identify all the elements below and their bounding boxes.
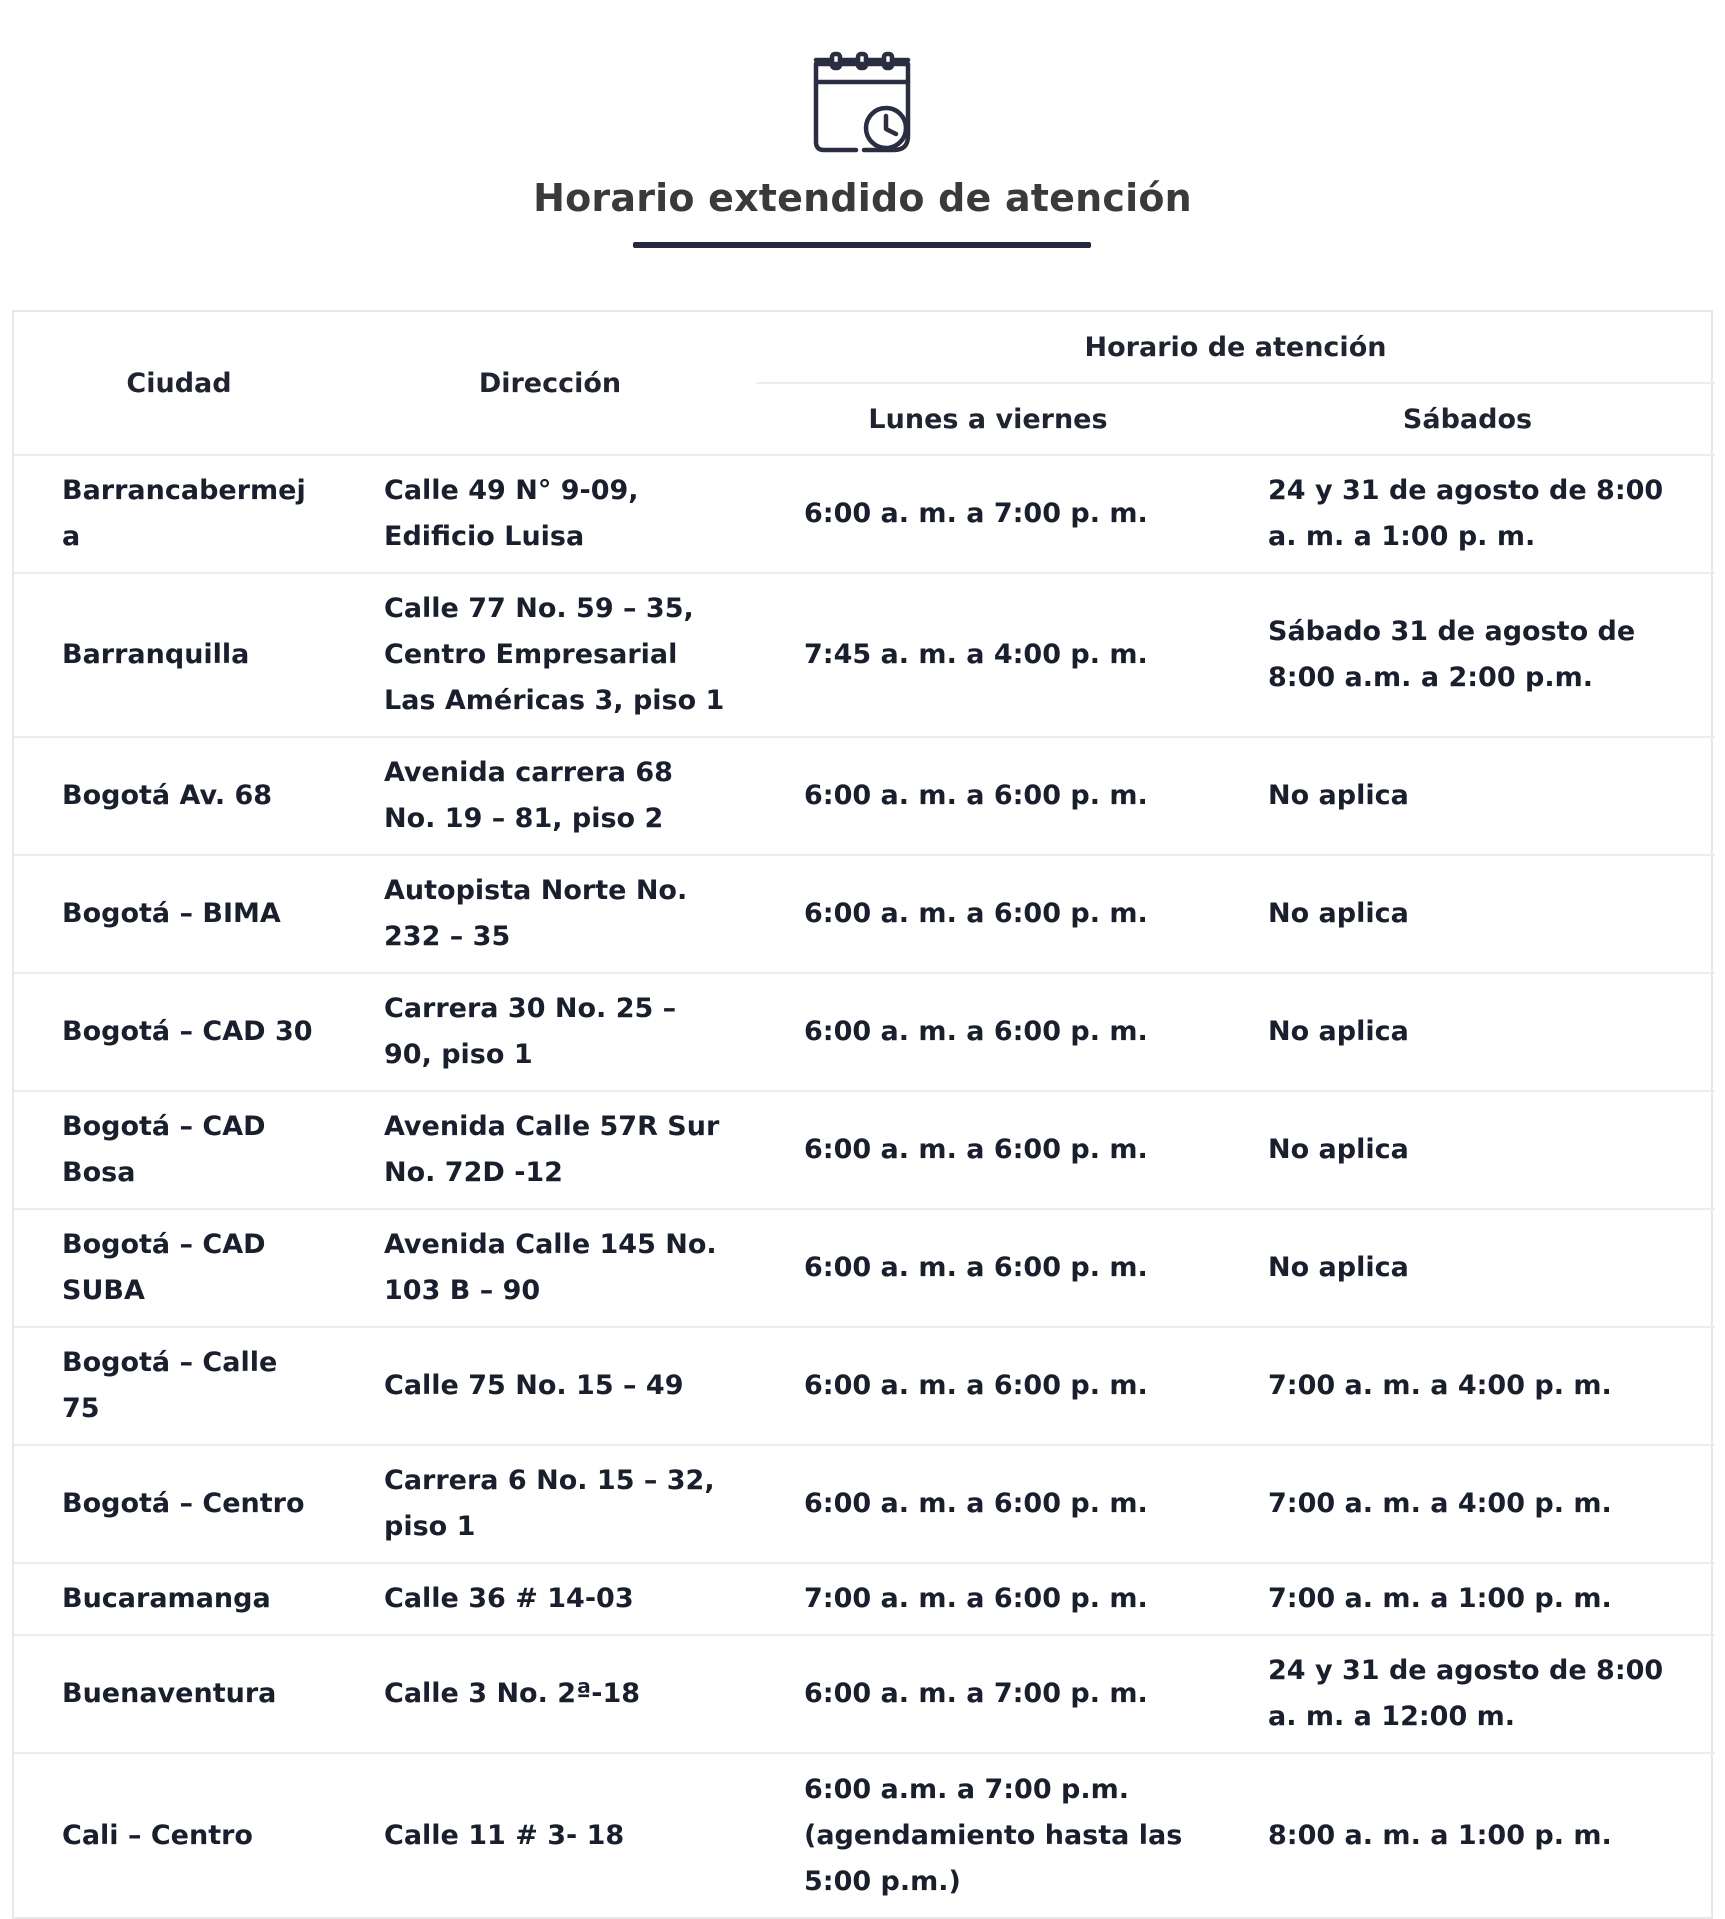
cell-city: Cali – Centro: [14, 1753, 344, 1917]
column-header-saturdays: Sábados: [1220, 383, 1715, 455]
page-header: [0, 0, 1725, 260]
cell-city: Bogotá – CAD SUBA: [14, 1209, 344, 1327]
cell-saturdays: 7:00 a. m. a 4:00 p. m.: [1220, 1445, 1715, 1563]
table-row: [14, 1563, 1715, 1635]
table-header: [14, 312, 1715, 455]
cell-address: Carrera 6 No. 15 – 32, piso 1: [344, 1445, 756, 1563]
cell-address: Avenida carrera 68 No. 19 – 81, piso 2: [344, 737, 756, 855]
title-underline: [633, 242, 1091, 248]
calendar-clock-icon: [808, 50, 916, 158]
cell-saturdays: Sábado 31 de agosto de 8:00 a.m. a 2:00 p.m.: [1220, 573, 1715, 737]
table-row: [14, 1209, 1715, 1327]
column-header-address: Dirección: [344, 312, 756, 455]
cell-address: Calle 77 No. 59 – 35, Centro Empresarial Las Américas 3, piso 1: [344, 573, 756, 737]
cell-address: Calle 11 # 3- 18: [344, 1753, 756, 1917]
cell-weekdays: 6:00 a. m. a 7:00 p. m.: [804, 498, 1148, 529]
column-header-weekdays: Lunes a viernes: [756, 383, 1220, 455]
table-row: [14, 1327, 1715, 1445]
table-row: [14, 1445, 1715, 1563]
cell-city: Barranquilla: [14, 573, 344, 737]
cell-saturdays: No aplica: [1220, 973, 1715, 1091]
cell-saturdays: No aplica: [1220, 1209, 1715, 1327]
cell-address: Avenida Calle 57R Sur No. 72D -12: [344, 1091, 756, 1209]
cell-weekdays: 6:00 a. m. a 6:00 p. m.: [756, 973, 1220, 1091]
cell-address: Avenida Calle 145 No. 103 B – 90: [344, 1209, 756, 1327]
cell-weekdays: 6:00 a. m. a 7:00 p. m.: [756, 1635, 1220, 1753]
cell-weekdays: 7:45 a. m. a 4:00 p. m.: [756, 573, 1220, 737]
cell-weekdays: 6:00 a. m. a 6:00 p. m.: [756, 1209, 1220, 1327]
cell-weekdays: 7:00 a. m. a 6:00 p. m.: [756, 1563, 1220, 1635]
cell-saturdays: No aplica: [1220, 855, 1715, 973]
cell-city: Bogotá – Calle 75: [14, 1327, 344, 1445]
cell-city: Bogotá – CAD 30: [14, 973, 344, 1091]
table-row: [14, 973, 1715, 1091]
cell-saturdays: 24 y 31 de agosto de 8:00 a. m. a 1:00 p. m.: [1268, 475, 1664, 552]
table-row: [14, 573, 1715, 737]
table-row: [14, 737, 1715, 855]
cell-address: Calle 36 # 14-03: [344, 1563, 756, 1635]
cell-saturdays: 8:00 a. m. a 1:00 p. m.: [1220, 1753, 1715, 1917]
column-header-schedule: Horario de atención: [756, 312, 1715, 383]
cell-city: Bogotá Av. 68: [14, 737, 344, 855]
cell-address: Calle 75 No. 15 – 49: [344, 1327, 756, 1445]
table-row: [14, 855, 1715, 973]
page-title: Horario extendido de atención: [533, 176, 1192, 220]
cell-city: Bogotá – CAD Bosa: [14, 1091, 344, 1209]
cell-weekdays: 6:00 a. m. a 6:00 p. m.: [756, 1091, 1220, 1209]
cell-weekdays: 6:00 a. m. a 6:00 p. m.: [756, 855, 1220, 973]
cell-weekdays: 6:00 a.m. a 7:00 p.m. (agendamiento hasta las 5:00 p.m.): [756, 1753, 1220, 1917]
table-row: [14, 455, 1715, 573]
cell-city: Bucaramanga: [14, 1563, 344, 1635]
table-row: [14, 1753, 1715, 1917]
cell-weekdays: 6:00 a. m. a 6:00 p. m.: [756, 1327, 1220, 1445]
cell-weekdays: 6:00 a. m. a 6:00 p. m.: [756, 737, 1220, 855]
cell-address: Calle 49 N° 9-09, Edificio Luisa: [384, 475, 639, 552]
cell-saturdays: 24 y 31 de agosto de 8:00 a. m. a 12:00 m.: [1220, 1635, 1715, 1753]
cell-address: Calle 3 No. 2ª-18: [344, 1635, 756, 1753]
cell-weekdays: 6:00 a. m. a 6:00 p. m.: [756, 1445, 1220, 1563]
table-body: [14, 455, 1715, 1917]
cell-city: Buenaventura: [14, 1635, 344, 1753]
cell-saturdays: No aplica: [1220, 737, 1715, 855]
schedule-table: [14, 312, 1715, 1917]
cell-address: Autopista Norte No. 232 – 35: [344, 855, 756, 973]
table-row: [14, 1091, 1715, 1209]
cell-saturdays: No aplica: [1220, 1091, 1715, 1209]
cell-address: Carrera 30 No. 25 – 90, piso 1: [344, 973, 756, 1091]
cell-saturdays: 7:00 a. m. a 4:00 p. m.: [1220, 1327, 1715, 1445]
schedule-table-container: [12, 310, 1713, 1919]
column-header-city: Ciudad: [14, 312, 344, 455]
table-row: [14, 1635, 1715, 1753]
cell-saturdays: 7:00 a. m. a 1:00 p. m.: [1220, 1563, 1715, 1635]
cell-city: Bogotá – Centro: [14, 1445, 344, 1563]
cell-city: Bogotá – BIMA: [14, 855, 344, 973]
cell-city: Barrancabermeja: [62, 475, 306, 552]
